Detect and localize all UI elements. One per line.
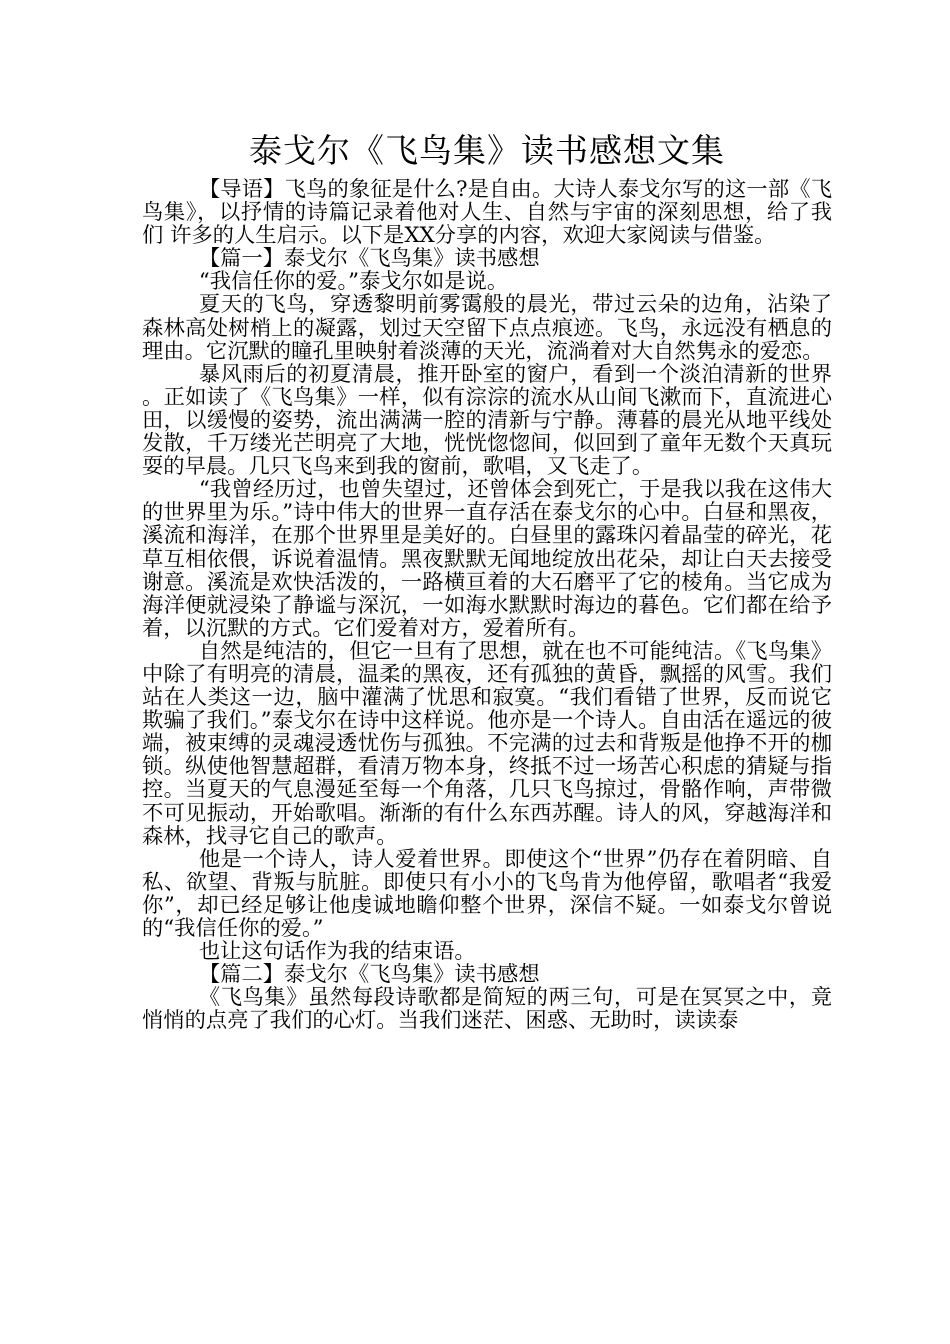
body-paragraph: 《飞鸟集》虽然每段诗歌都是简短的两三句，可是在冥冥之中，竟悄悄的点亮了我们的心灯。当我们迷茫、困惑、无助时，读读泰 [142, 985, 832, 1034]
section-heading-part-two: 【篇二】泰戈尔《飞鸟集》读书感想 [198, 962, 540, 988]
body-paragraph: 暴风雨后的初夏清晨，推开卧室的窗户，看到一个淡泊清新的世界。正如读了《飞鸟集》一样，似有淙淙的流水从山间飞漱而下，直流进心田，以缓慢的姿势，流出满满一腔的清新与宁静。薄暮的晨光从地平线处发散，千万缕光芒明亮了大地，恍恍惚惚间，似回到了童年无数个天真玩耍的早晨。几只飞鸟来到我的窗前，歌唱，又飞走了。 [142, 361, 832, 480]
body-paragraph: 自然是纯洁的，但它一旦有了思想，就在也不可能纯洁。《飞鸟集》中除了有明亮的清晨，温柔的黑夜，还有孤独的黄昏，飘摇的风雪。我们站在人类这一边，脑中灌满了忧思和寂寞。“我们看错了世界，反而说它欺骗了我们。”泰戈尔在诗中这样说。他亦是一个诗人。自由活在遥远的彼端，被束缚的灵魂浸透忧伤与孤独。不完满的过去和背叛是他挣不开的枷锁。纵使他智慧超群，看清万物本身，终抵不过一场苦心积虑的猜疑与指控。当夏天的气息漫延至每一个角落，几只飞鸟掠过，骨骼作响，声带微不可见振动，开始歌唱。渐渐的有什么东西苏醒。诗人的风，穿越海洋和森林，找寻它自己的歌声。 [142, 638, 832, 849]
body-paragraph: “我曾经历过，也曾失望过，还曾体会到死亡，于是我以我在这伟大的世界里为乐。”诗中伟大的世界一直存活在泰戈尔的心中。白昼和黑夜，溪流和海洋，在那个世界里是美好的。白昼里的露珠闪着晶莹的碎光，花草互相依偎，诉说着温情。黑夜默默无闻地绽放出花朵，却让白天去接受谢意。溪流是欢快活泼的，一路横亘着的大石磨平了它的棱角。当它成为海洋便就浸染了静谧与深沉，一如海水默默时海边的暮色。它们都在给予着，以沉默的方式。它们爱着对方，爱着所有。 [142, 477, 832, 641]
intro-paragraph: 【导语】飞鸟的象征是什么?是自由。大诗人泰戈尔写的这一部《飞鸟集》，以抒情的诗篇记录着他对人生、自然与宇宙的深刻思想，给了我们 许多的人生启示。以下是XX分享的内容，欢迎大家阅读与借鉴。 [142, 177, 832, 249]
document-title: 泰戈尔《飞鸟集》读书感想文集 [249, 131, 725, 170]
document-body [142, 128, 832, 1032]
section-heading-part-one: 【篇一】泰戈尔《飞鸟集》读书感想 [198, 246, 540, 272]
body-paragraph: 夏天的飞鸟，穿透黎明前雾霭般的晨光，带过云朵的边角，沾染了森林高处树梢上的凝露，划过天空留下点点痕迹。飞鸟，永远没有栖息的理由。它沉默的瞳孔里映射着淡薄的天光，流淌着对大自然隽永的爱恋。 [142, 292, 832, 364]
body-paragraph: 也让这句话作为我的结束语。 [198, 939, 476, 965]
body-paragraph: 他是一个诗人，诗人爱着世界。即使这个“世界”仍存在着阴暗、自私、欲望、背叛与肮脏。即使只有小小的飞鸟肯为他停留，歌唱者“我爱你”，却已经足够让他虔诚地瞻仰整个世界，深信不疑。一如泰戈尔曾说的“我信任你的爱。” [142, 846, 832, 941]
body-paragraph: “我信任你的爱。”泰戈尔如是说。 [198, 269, 509, 295]
